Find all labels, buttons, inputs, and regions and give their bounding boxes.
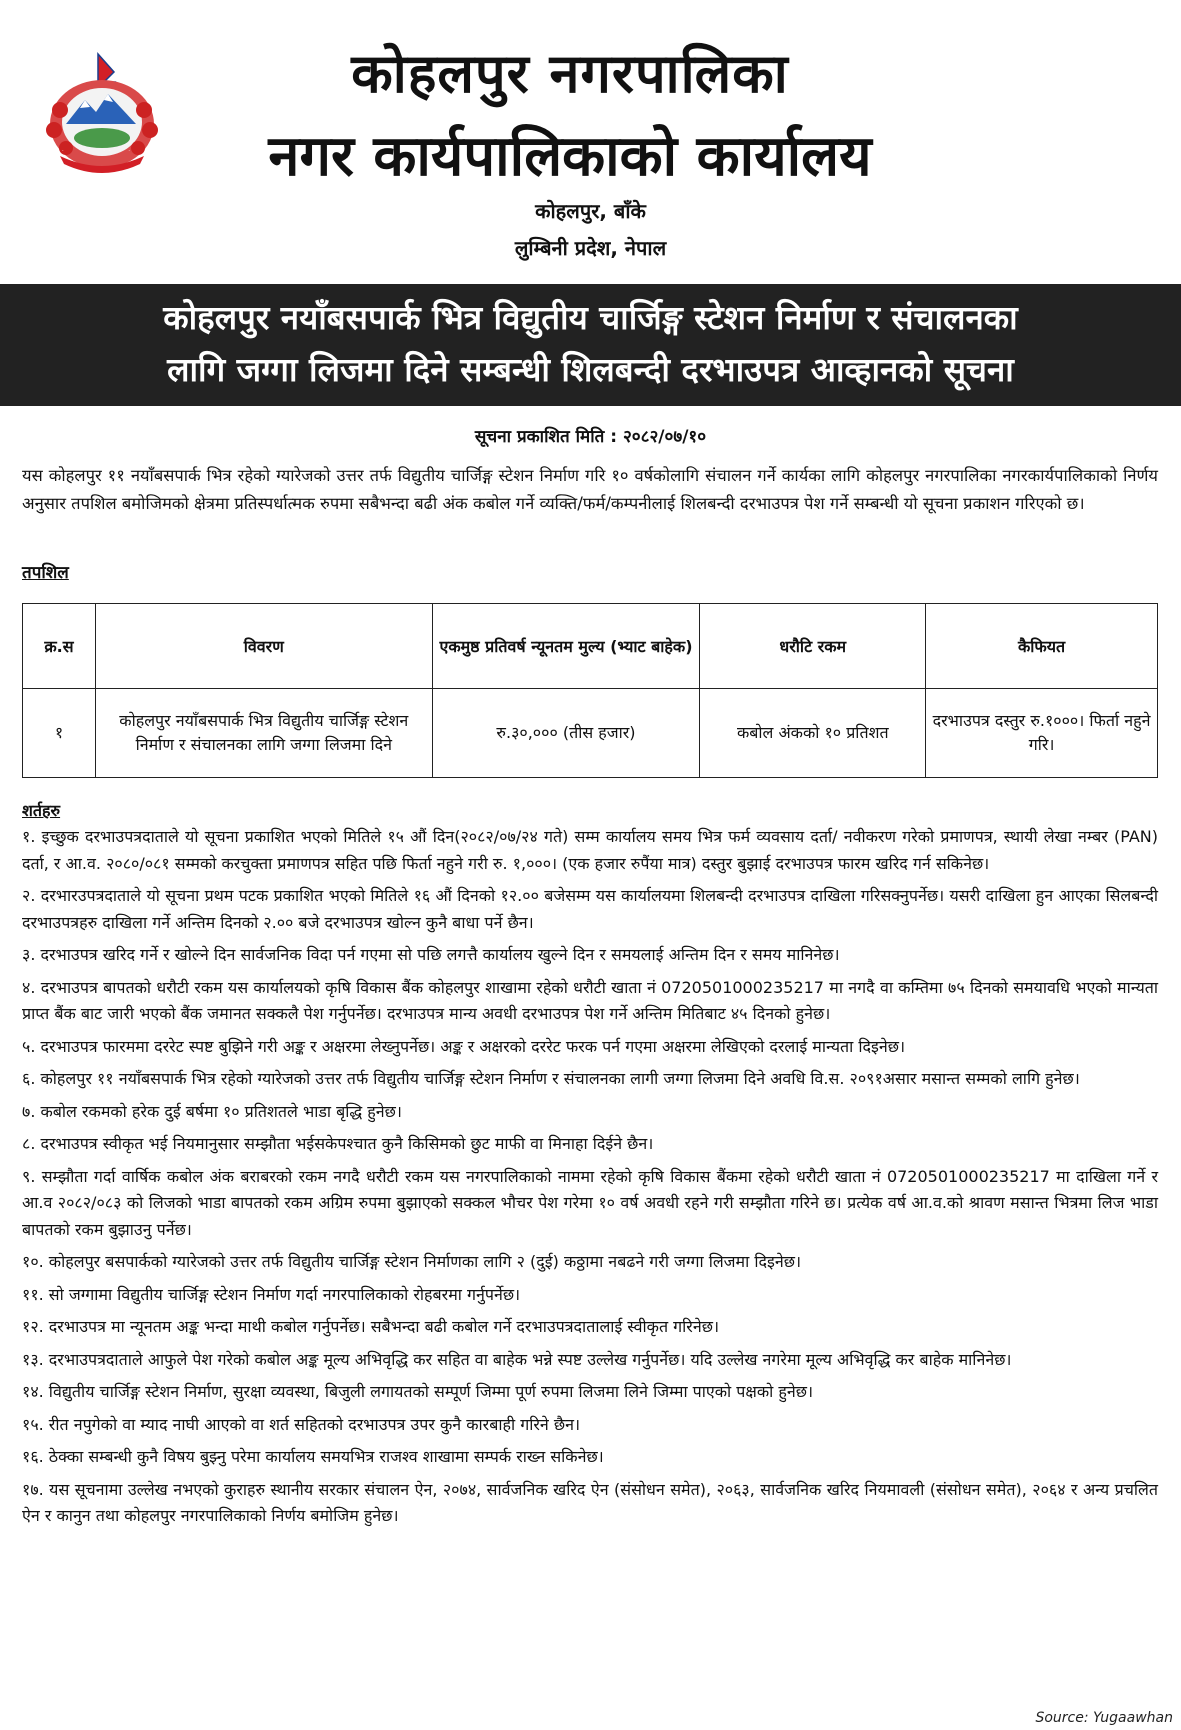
cell-deposit: कबोल अंकको १० प्रतिशत <box>700 689 926 778</box>
banner-line-1: कोहलपुर नयाँबसपार्क भित्र विद्युतीय चार्जिङ्ग स्टेशन निर्माण र संचालनका <box>163 298 1018 337</box>
col-header-description: विवरण <box>95 604 432 689</box>
cell-min-price: रु.३०,००० (तीस हजार) <box>432 689 700 778</box>
col-header-sn: क्र.स <box>23 604 96 689</box>
cell-remarks: दरभाउपत्र दस्तुर रु.१०००। फिर्ता नहुने गरि। <box>926 689 1158 778</box>
condition-item: १२. दरभाउपत्र मा न्यूनतम अङ्क भन्दा माथी कबोल गर्नुपर्नेछ। सबैभन्दा बढी कबोल गर्ने दरभाउपत्रदातालाई स्वीकृत गरिनेछ। <box>22 1317 720 1336</box>
address-line-2: लुम्बिनी प्रदेश, नेपाल <box>514 236 667 260</box>
col-header-deposit: धरौटि रकम <box>700 604 926 689</box>
condition-item: ५. दरभाउपत्र फारममा दररेट स्पष्ट बुझिने गरी अङ्क र अक्षरमा लेख्नुपर्नेछ। अङ्क र अक्षरको दररेट फरक पर्न गएमा अक्षरमा लेखिएको दरलाई मान्यता दिइनेछ। <box>22 1036 906 1056</box>
condition-item: १५. रीत नपुगेको वा म्याद नाघी आएको वा शर्त सहितको दरभाउपत्र उपर कुनै कारबाही गरिने छैन। <box>22 1414 581 1434</box>
condition-item: १६. ठेक्का सम्बन्धी कुनै विषय बुझ्नु परेमा कार्यालय समयभित्र राजश्व शाखामा सम्पर्क राख्न सकिनेछ। <box>22 1447 604 1466</box>
cell-description: कोहलपुर नयाँबसपार्क भित्र विद्युतीय चार्जिङ्ग स्टेशन निर्माण र संचालनका लागि जग्गा लिजमा दिने <box>95 689 432 778</box>
condition-item: १. इच्छुक दरभाउपत्रदाताले यो सूचना प्रकाशित भएको मितिले १५ औं दिन(२०८२/०७/२४ गते) सम्म कार्यालय समय भित्र फर्म व्यवसाय दर्ता/ नवीकरण गरेको प्रमाणपत्र, स्थायी लेखा नम्बर (PAN) दर्ता, र आ.व. २०८०/०८१ सम्मको करचुक्ता प्रमाणपत्र सहित पछि फिर्ता नहुने गरी रु. १,०००। (एक हजार रुपैंया मात्र) दस्तुर बुझाई दरभाउपत्र फारम खरिद गर्न सकिनेछ। <box>22 827 1158 873</box>
municipality-title: कोहलपुर नगरपालिका <box>351 42 789 105</box>
table-row <box>23 689 1158 778</box>
condition-item: ७. कबोल रकमको हरेक दुई बर्षमा १० प्रतिशतले भाडा बृद्धि हुनेछ। <box>22 1101 402 1121</box>
condition-item: १७. यस सूचनामा उल्लेख नभएको कुराहरु स्थानीय सरकार संचालन ऐन, २०७४, सार्वजनिक खरिद ऐन (संसोधन समेत), २०६३, सार्वजनिक खरिद नियमावली (संसोधन समेत), २०६४ र अन्य प्रचलित ऐन र कानुन तथा कोहलपुर नगरपालिकाको निर्णय बमोजिम हुनेछ। <box>22 1479 1158 1525</box>
condition-item: २. दरभारउपत्रदाताले यो सूचना प्रथम पटक प्रकाशित भएको मितिले १६ औं दिनको १२.०० बजेसम्म यस कार्यालयमा शिलबन्दी दरभाउपत्र दाखिला गरिसक्नुपर्नेछ। यसरी दाखिला हुन आएका सिलबन्दी दरभाउपत्रहरु दाखिला गर्ने अन्तिम दिनको २.०० बजे दरभाउपत्र खोल्न कुनै बाधा पर्ने छैन। <box>22 886 1158 932</box>
conditions-list <box>22 824 1158 1536</box>
emblem-motto <box>52 150 152 151</box>
condition-item: ११. सो जग्गामा विद्युतीय चार्जिङ्ग स्टेशन निर्माण गर्दा नगरपालिकाको रोहबरमा गर्नुपर्नेछ। <box>22 1284 521 1304</box>
nepal-government-emblem-icon <box>30 52 175 177</box>
conditions-heading: शर्तहरु <box>22 801 61 820</box>
condition-item: ९. सम्झौता गर्दा वार्षिक कबोल अंक बराबरको रकम नगदै धरौटी रकम यस नगरपालिकाको नाममा रहेको कृषि विकास बैंकमा रहेको धरौटी खाता नं 0720501000235217 मा दाखिला गर्ने र आ.व २०८२/०८३ को लिजको भाडा बापतको रकम अग्रिम रुपमा बुझाएको सक्कल भौचर पेश गरेमा १० वर्ष अवधी रहने गरी सम्झौता गरिने छ। प्रत्येक वर्ष आ.व.को श्रावण मसान्त भित्रमा लिज भाडा बापतको रकम बुझाउनु पर्नेछ। <box>22 1166 1158 1239</box>
condition-item: ३. दरभाउपत्र खरिद गर्ने र खोल्ने दिन सार्वजनिक विदा पर्न गएमा सो पछि लगत्तै कार्यालय खुल्ने दिन र समयलाई अन्तिम दिन र समय मानिनेछ। <box>22 945 840 964</box>
cell-sn: १ <box>23 689 96 778</box>
col-header-remarks: कैफियत <box>926 604 1158 689</box>
notice-banner <box>0 284 1181 406</box>
source-credit: Source: Yugaawhan <box>1035 1710 1173 1726</box>
publication-date: सूचना प्रकाशित मिति : २०८२/०७/१० <box>474 427 707 447</box>
details-table <box>22 603 1158 778</box>
details-heading: तपशिल <box>22 563 69 583</box>
address-line-1: कोहलपुर, बाँके <box>535 199 646 223</box>
condition-item: ६. कोहलपुर ११ नयाँबसपार्क भित्र रहेको ग्यारेजको उत्तर तर्फ विद्युतीय चार्जिङ्ग स्टेशन निर्माण र संचालनका लागी जग्गा लिजमा दिने अवधि वि.स. २०९१असार मसान्त सम्मको लागि हुनेछ। <box>22 1069 1080 1088</box>
banner-line-2: लागि जग्गा लिजमा दिने सम्बन्धी शिलबन्दी दरभाउपत्र आव्हानको सूचना <box>167 350 1014 389</box>
condition-item: ८. दरभाउपत्र स्वीकृत भई नियमानुसार सम्झौता भईसकेपश्चात कुनै किसिमको छुट माफी वा मिनाहा दिईने छैन। <box>22 1134 654 1153</box>
condition-item: १३. दरभाउपत्रदाताले आफुले पेश गरेको कबोल अङ्क मूल्य अभिवृद्धि कर सहित वा बाहेक भन्ने स्पष्ट उल्लेख गर्नुपर्नेछ। यदि उल्लेख नगरेमा मूल्य अभिवृद्धि कर बाहेक मानिनेछ। <box>22 1349 1012 1369</box>
col-header-min-price: एकमुष्ठ प्रतिवर्ष न्यूनतम मुल्य (भ्याट बाहेक) <box>432 604 700 689</box>
intro-paragraph: यस कोहलपुर ११ नयाँबसपार्क भित्र रहेको ग्यारेजको उत्तर तर्फ विद्युतीय चार्जिङ्ग स्टेशन निर्माण गरि १० वर्षकोलागि संचालन गर्ने कार्यका लागि कोहलपुर नगरपालिका नगरकार्यपालिकाको निर्णय अनुसार तपशिल बमोजिमको क्षेत्रमा प्रतिस्पर्धात्मक रुपमा सबैभन्दा बढी अंक कबोल गर्ने व्यक्ति/फर्म/कम्पनीलाई शिलबन्दी दरभाउपत्र पेश गर्ने सम्बन्धी यो सूचना प्रकाशन गरिएको छ। <box>22 466 1158 513</box>
condition-item: १४. विद्युतीय चार्जिङ्ग स्टेशन निर्माण, सुरक्षा व्यवस्था, बिजुली लगायतको सम्पूर्ण जिम्मा पूर्ण रुपमा लिजमा लिने जिम्मा पाएको पक्षको हुनेछ। <box>22 1382 814 1401</box>
table-header-row <box>23 604 1158 689</box>
condition-item: ४. दरभाउपत्र बापतको धरौटी रकम यस कार्यालयको कृषि विकास बैंक कोहलपुर शाखामा रहेको धरौटी खाता नं 0720501000235217 मा नगदै वा कम्तिमा ७५ दिनको समयावधि भएको मान्यता प्राप्त बैंक बाट जारी भएको बैंक जमानत सक्कलै पेश गर्नुपर्नेछ। दरभाउपत्र मान्य अवधी दरभाउपत्र पेश गर्ने अन्तिम मितिबाट ४५ दिनको हुनेछ। <box>22 977 1158 1023</box>
office-title: नगर कार्यपालिकाको कार्यालय <box>268 124 872 189</box>
condition-item: १०. कोहलपुर बसपार्कको ग्यारेजको उत्तर तर्फ विद्युतीय चार्जिङ्ग स्टेशन निर्माणका लागि २ (दुई) कठ्ठामा नबढने गरी जग्गा लिजमा दिइनेछ। <box>22 1252 802 1271</box>
